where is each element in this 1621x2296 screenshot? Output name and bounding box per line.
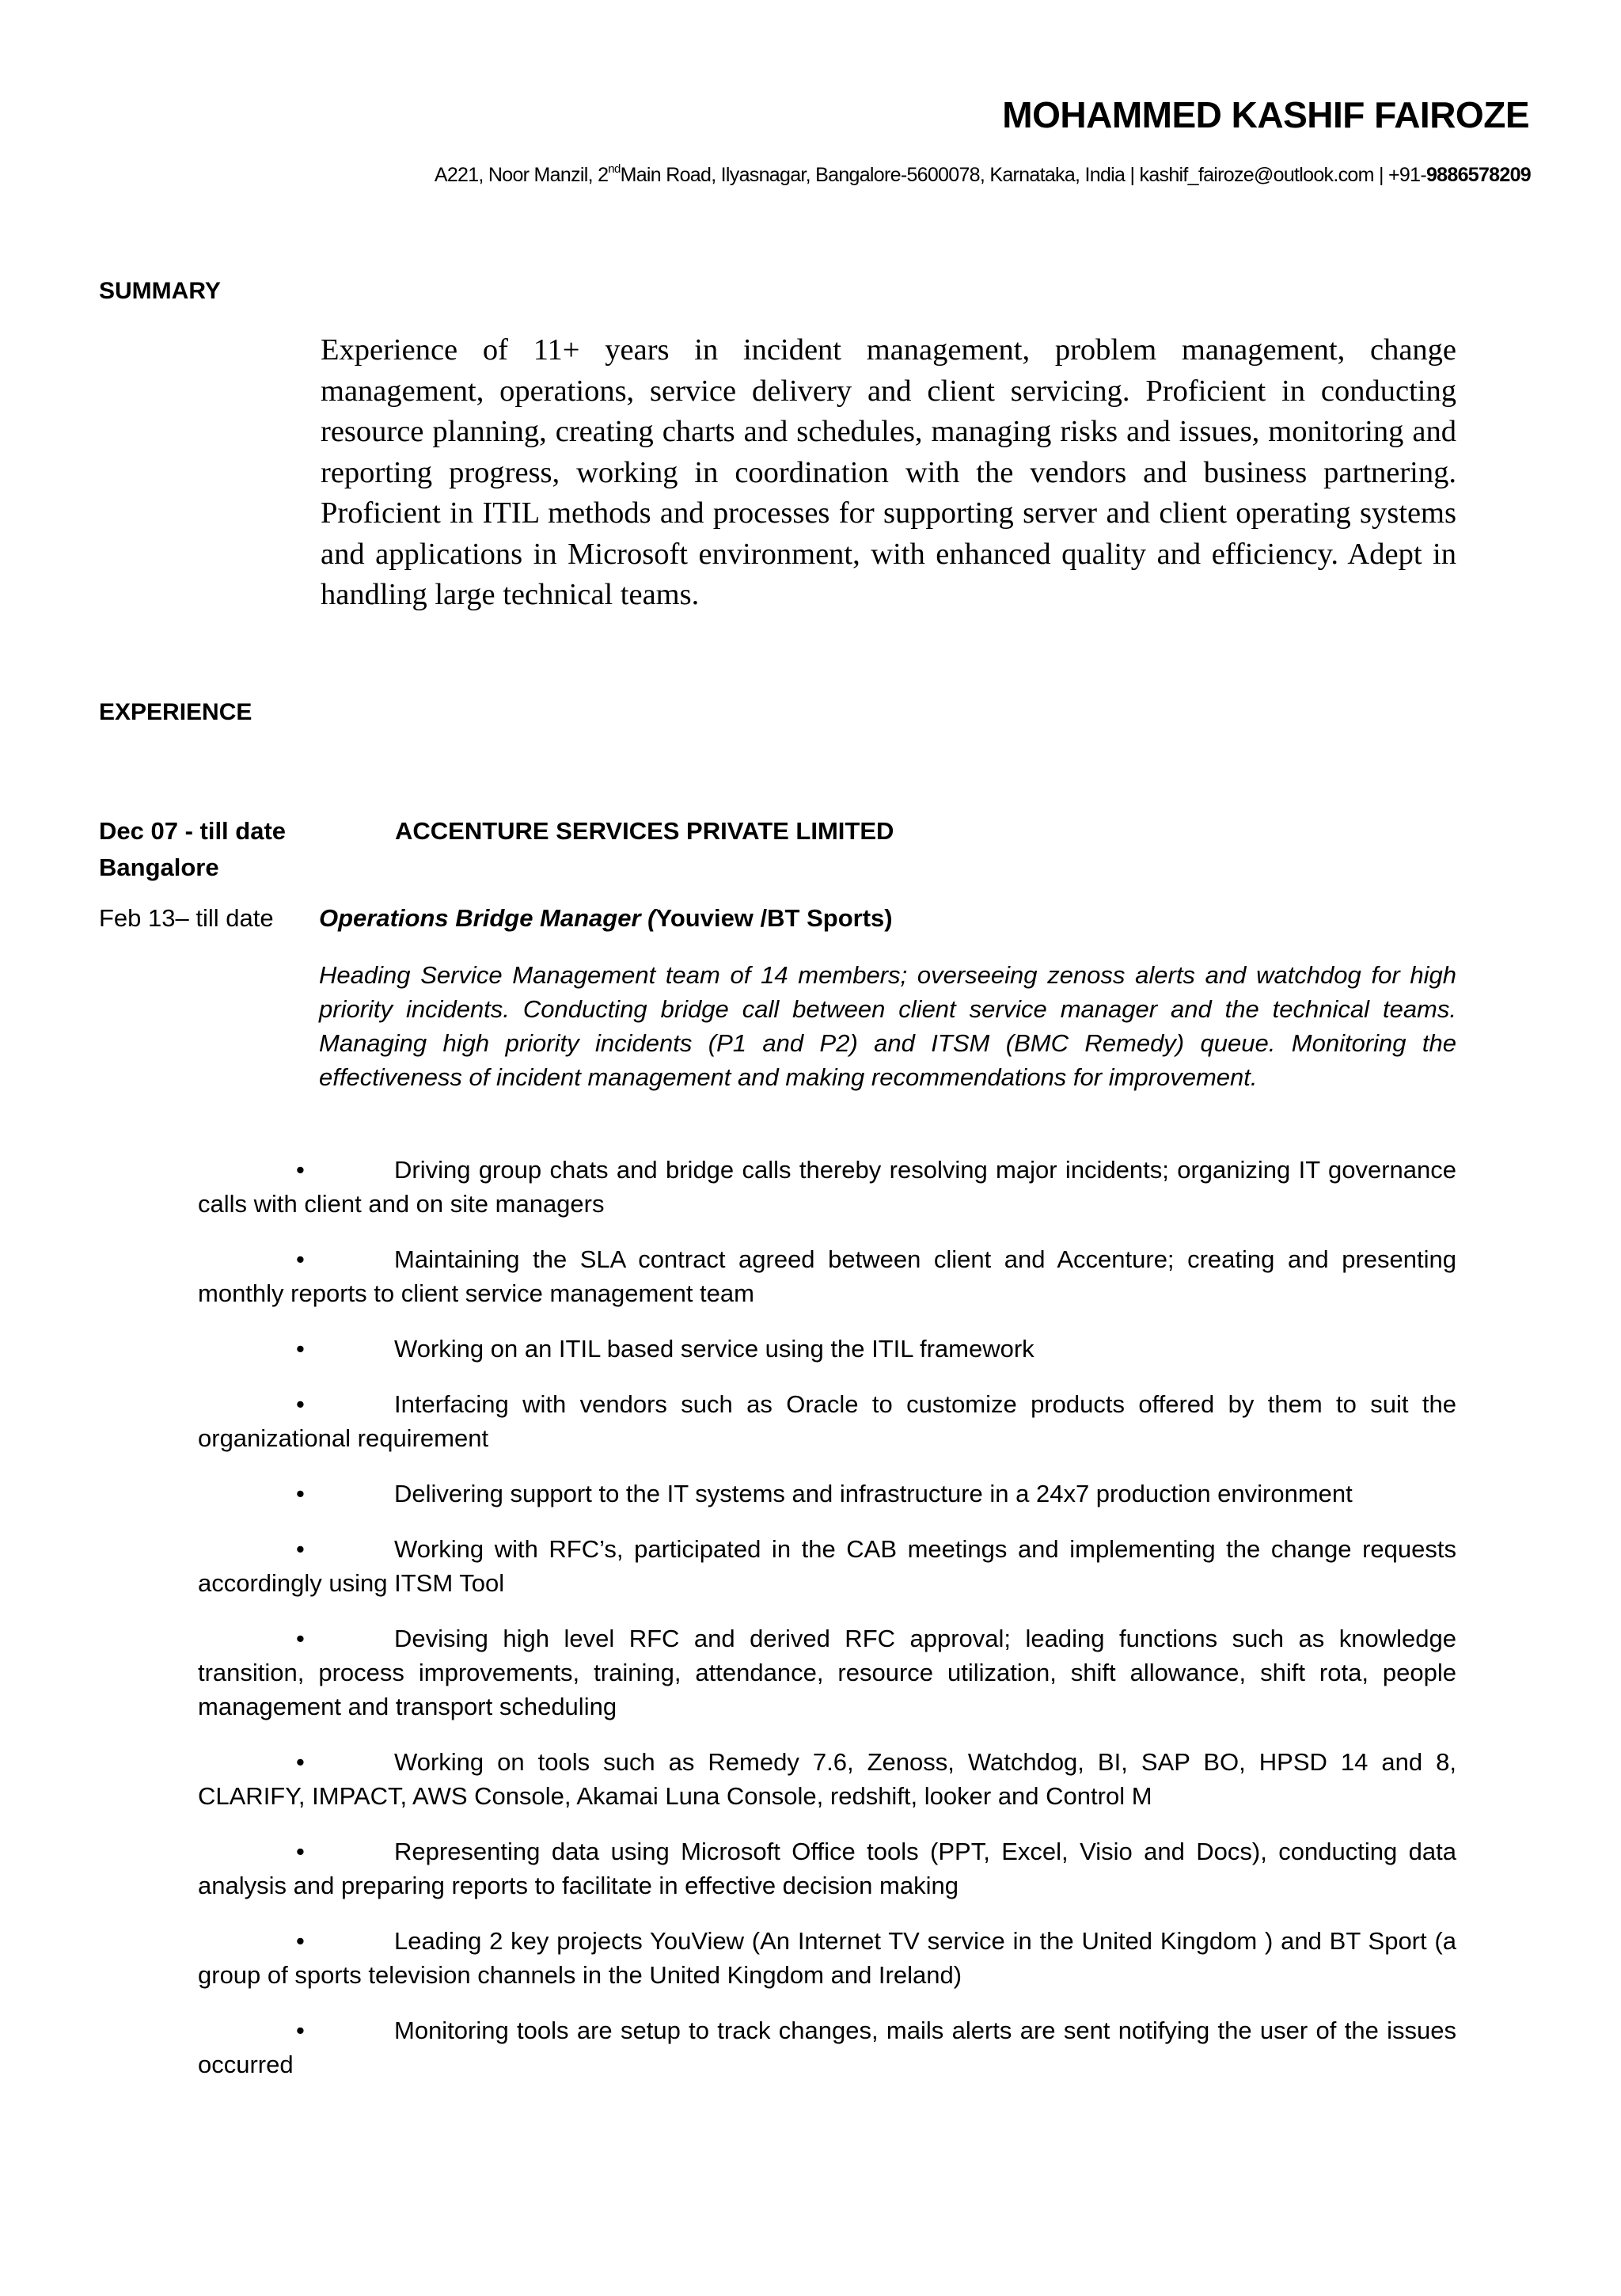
list-item-text: Monitoring tools are setup to track changes, mails alerts are sent notifying the user of the issues occurred bbox=[198, 2017, 1456, 2078]
contact-line bbox=[435, 164, 1531, 187]
bullet-icon: • bbox=[296, 1390, 305, 1418]
list-item-text: Devising high level RFC and derived RFC approval; leading functions such as knowledge transition, process improvements, training, attendance, resource utilization, shift allowance, shift rota, people management and transport scheduling bbox=[198, 1625, 1456, 1720]
bullet-icon: • bbox=[296, 1535, 305, 1563]
phone-number: 9886578209 bbox=[1425, 164, 1531, 186]
company-name: ACCENTURE SERVICES PRIVATE LIMITED bbox=[395, 817, 894, 845]
bullet-icon: • bbox=[296, 1156, 305, 1184]
list-item bbox=[198, 1621, 1456, 1724]
list-item-text: Working on tools such as Remedy 7.6, Zenoss, Watchdog, BI, SAP BO, HPSD 14 and 8, CLARIFY, IMPACT, AWS Console, Akamai Luna Console, redshift, looker and Control M bbox=[198, 1748, 1456, 1810]
bullet-icon: • bbox=[296, 1748, 305, 1776]
list-item-text: Interfacing with vendors such as Oracle to customize products offered by them to suit the organizational requirement bbox=[198, 1390, 1456, 1452]
bullet-icon: • bbox=[296, 1480, 305, 1507]
list-item bbox=[198, 2013, 1456, 2081]
role-title-clients: Youview /BT Sports) bbox=[655, 904, 893, 932]
bullet-icon: • bbox=[296, 1625, 305, 1652]
list-item-text: Delivering support to the IT systems and infrastructure in a 24x7 production environment bbox=[394, 1480, 1353, 1507]
bullet-icon: • bbox=[296, 1335, 305, 1363]
summary-heading: SUMMARY bbox=[99, 278, 221, 304]
bullet-icon: • bbox=[296, 1838, 305, 1865]
role-description: Heading Service Management team of 14 members; overseeing zenoss alerts and watchdog for high priority incidents. Conducting bridge call between client service manager and the technical teams. Managing high priority incidents (P1 and P2) and ITSM (BMC Remedy) queue. Monitoring the effectiveness of incident management and making recommendations for improvement. bbox=[319, 961, 1456, 1091]
bullet-icon: • bbox=[296, 2017, 305, 2044]
list-item bbox=[198, 1834, 1456, 1903]
address-start: A221, Noor Manzil, 2 bbox=[434, 164, 609, 186]
responsibility-list bbox=[198, 1153, 1456, 2103]
address-ordinal: nd bbox=[608, 162, 621, 176]
list-item bbox=[198, 1153, 1456, 1221]
experience-heading: EXPERIENCE bbox=[99, 699, 252, 725]
role-title bbox=[319, 904, 893, 933]
job-dates-block bbox=[99, 813, 286, 886]
list-item bbox=[198, 1387, 1456, 1455]
list-item bbox=[198, 1924, 1456, 1992]
address-rest: Main Road, Ilyasnagar, Bangalore-5600078, Karnataka, India | kashif_fairoze@outlook.com | +91- bbox=[620, 164, 1426, 186]
list-item-text: Representing data using Microsoft Office tools (PPT, Excel, Visio and Docs), conducting data analysis and preparing reports to facilitate in effective decision making bbox=[198, 1838, 1456, 1899]
list-item bbox=[198, 1332, 1456, 1366]
bullet-icon: • bbox=[296, 1927, 305, 1955]
job-location: Bangalore bbox=[99, 853, 219, 881]
role-title-main: Operations Bridge Manager ( bbox=[319, 904, 656, 932]
candidate-name: MOHAMMED KASHIF FAIROZE bbox=[1002, 94, 1529, 135]
role-dates: Feb 13– till date bbox=[99, 904, 274, 932]
job-dates: Dec 07 - till date bbox=[99, 817, 287, 845]
list-item bbox=[198, 1242, 1456, 1310]
list-item bbox=[198, 1532, 1456, 1600]
list-item-text: Working on an ITIL based service using the ITIL framework bbox=[394, 1335, 1034, 1363]
list-item-text: Maintaining the SLA contract agreed between client and Accenture; creating and presenting monthly reports to client service management team bbox=[198, 1245, 1456, 1307]
list-item bbox=[198, 1477, 1456, 1511]
list-item-text: Leading 2 key projects YouView (An Internet TV service in the United Kingdom ) and BT Sport (a group of sports television channels in the United Kingdom and Ireland) bbox=[198, 1927, 1456, 1989]
list-item-text: Working with RFC’s, participated in the CAB meetings and implementing the change requests accordingly using ITSM Tool bbox=[198, 1535, 1456, 1597]
bullet-icon: • bbox=[296, 1245, 305, 1273]
list-item bbox=[198, 1745, 1456, 1813]
summary-text: Experience of 11+ years in incident management, problem management, change management, operations, service delivery and client servicing. Proficient in conducting resource planning, creating charts and schedules, managing risks and issues, monitoring and reporting progress, working in coordination with the vendors and business partnering. Proficient in ITIL methods and processes for supporting server and client operating systems and applications in Microsoft environment, with enhanced quality and efficiency. Adept in handling large technical teams. bbox=[321, 333, 1456, 611]
list-item-text: Driving group chats and bridge calls thereby resolving major incidents; organizing IT governance calls with client and on site managers bbox=[198, 1156, 1456, 1218]
